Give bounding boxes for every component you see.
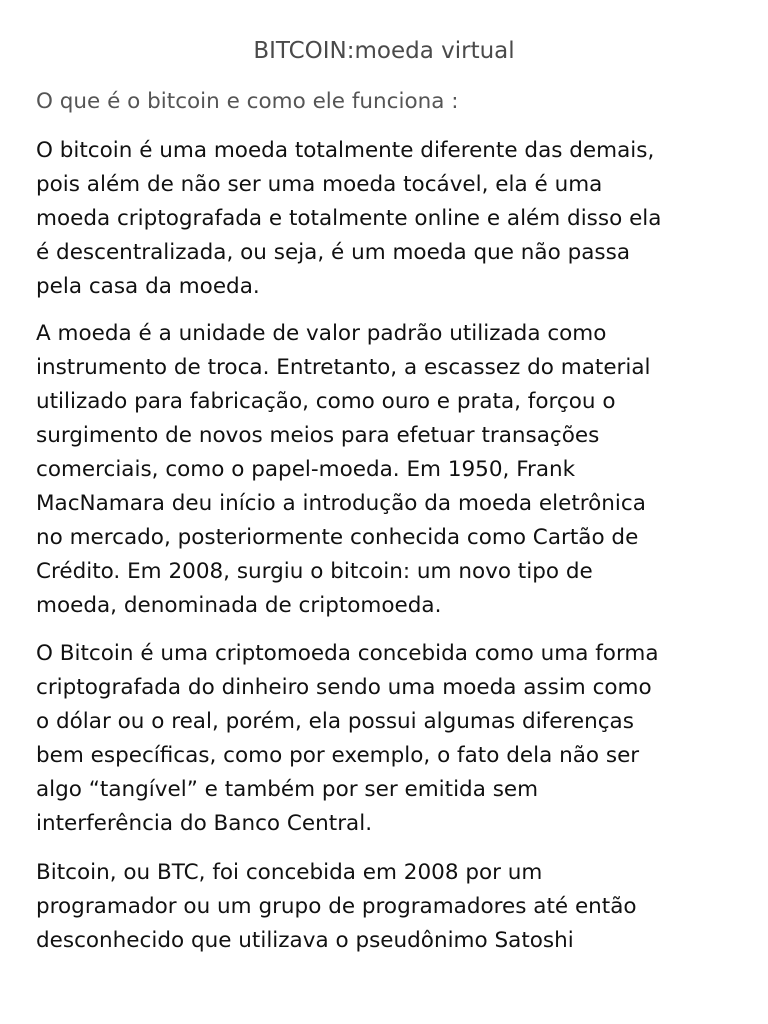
paragraph-line: O Bitcoin é uma criptomoeda concebida como uma forma <box>36 641 659 666</box>
paragraph-line: Crédito. Em 2008, surgiu o bitcoin: um novo tipo de <box>36 559 593 584</box>
paragraph-line: no mercado, posteriormente conhecida como Cartão de <box>36 525 639 550</box>
paragraph-line: desconhecido que utilizava o pseudônimo Satoshi <box>36 928 574 953</box>
paragraph-line: pois além de não ser uma moeda tocável, ela é uma <box>36 172 603 197</box>
paragraph-line: pela casa da moeda. <box>36 274 260 299</box>
paragraph-line: comerciais, como o papel-moeda. Em 1950, Frank <box>36 457 576 482</box>
paragraph-line: utilizado para fabricação, como ouro e prata, forçou o <box>36 389 616 414</box>
paragraph-line: o dólar ou o real, porém, ela possui algumas diferenças <box>36 709 634 734</box>
paragraph-line: é descentralizada, ou seja, é um moeda que não passa <box>36 240 630 265</box>
paragraph-line: interferência do Banco Central. <box>36 811 373 836</box>
paragraph-line: algo “tangível” e também por ser emitida sem <box>36 777 539 802</box>
paragraph-line: Bitcoin, ou BTC, foi concebida em 2008 por um <box>36 860 543 885</box>
paragraph-line: moeda criptografada e totalmente online e além disso ela <box>36 206 662 231</box>
paragraph-line: criptografada do dinheiro sendo uma moeda assim como <box>36 675 652 700</box>
paragraph-4 <box>36 856 736 958</box>
document-subtitle: O que é o bitcoin e como ele funciona : <box>36 89 459 114</box>
paragraph-line: O bitcoin é uma moeda totalmente diferente das demais, <box>36 138 655 163</box>
paragraph-line: instrumento de troca. Entretanto, a escassez do material <box>36 355 651 380</box>
paragraph-line: surgimento de novos meios para efetuar transações <box>36 423 600 448</box>
paragraph-line: programador ou um grupo de programadores até então <box>36 894 637 919</box>
paragraph-line: A moeda é a unidade de valor padrão utilizada como <box>36 321 607 346</box>
paragraph-3 <box>36 637 736 841</box>
paragraph-line: MacNamara deu início a introdução da moeda eletrônica <box>36 491 646 516</box>
paragraph-2 <box>36 317 736 623</box>
paragraph-line: bem específicas, como por exemplo, o fato dela não ser <box>36 743 640 768</box>
document-title: BITCOIN:moeda virtual <box>253 38 515 64</box>
paragraph-1 <box>36 134 736 304</box>
paragraph-line: moeda, denominada de criptomoeda. <box>36 593 442 618</box>
